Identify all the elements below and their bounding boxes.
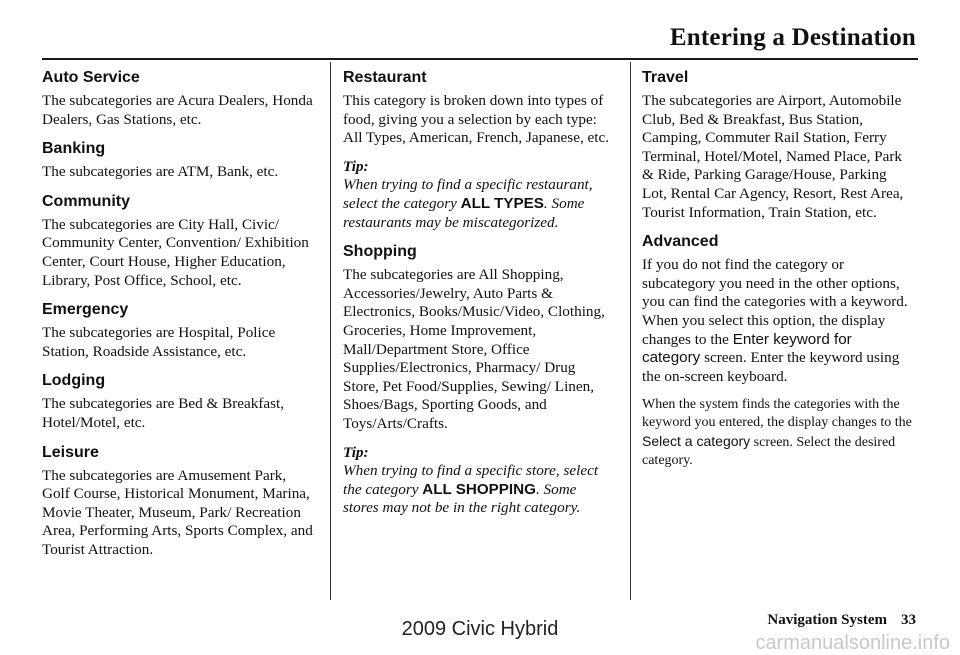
tip-text-before: When trying to find a specific restaurant, select the category — [343, 176, 593, 212]
column-right — [642, 68, 914, 480]
section-text: The subcategories are All Shopping, Accessories/Jewelry, Auto Parts & Electronics, Books/Music/Video, Clothing, Groceries, Home Improvement, Mall/Department Store, Office Supplies/Electronics, Pharmacy/ Drug Store, Pet Food/Supplies, Sewing/ Linen, Shoes/Bags, Sporting Goods, and Toys/Arts/Crafts. — [343, 266, 605, 432]
text-after: screen. Select the desired category. — [642, 435, 896, 469]
section-heading: Travel — [642, 69, 689, 86]
section-auto-service — [42, 68, 314, 129]
section-text: The subcategories are Amusement Park, Golf Course, Historical Monument, Marina, Movie Theater, Museum, Park/ Recreation Area, Performing Arts, Sports Complex, and Tourist Attraction. — [42, 466, 313, 558]
text-before: If you do not find the category or subcategory you need in the other options, you can find the categories with a keyword. When you select this option, the display changes to the — [642, 256, 908, 348]
section-heading: Advanced — [642, 233, 719, 251]
section-text: The subcategories are Acura Dealers, Honda Dealers, Gas Stations, etc. — [42, 92, 313, 128]
section-community — [42, 192, 314, 290]
page-title: Entering a Destination — [669, 24, 916, 51]
column-divider — [330, 62, 331, 600]
tip-label: Tip: — [343, 443, 369, 461]
section-lodging — [42, 371, 314, 432]
page-number: 33 — [901, 612, 916, 628]
section-travel — [642, 68, 914, 222]
ui-term-enter-keyword: Enter keyword for category — [642, 330, 852, 367]
section-heading: Emergency — [42, 301, 129, 319]
ui-term-all-types: ALL TYPES — [460, 194, 544, 212]
section-advanced — [642, 232, 914, 470]
section-heading: Lodging — [42, 372, 106, 390]
section-heading: Banking — [42, 140, 106, 158]
section-text: The subcategories are Hospital, Police Station, Roadside Assistance, etc. — [42, 324, 276, 360]
section-heading: Community — [42, 192, 130, 210]
section-shopping — [343, 242, 615, 518]
section-heading: Shopping — [343, 243, 417, 261]
footer-label: Navigation System — [767, 612, 887, 628]
tip-text — [343, 462, 615, 518]
tip-text-before: When trying to find a specific store, select the category — [343, 462, 599, 498]
section-heading: Auto Service — [42, 69, 140, 86]
section-text — [642, 256, 914, 386]
section-banking — [42, 139, 314, 182]
column-divider — [630, 62, 631, 600]
tip-text-after: . Some stores may not be in the right category. — [343, 480, 581, 517]
tip-label: Tip: — [343, 157, 369, 175]
section-heading: Restaurant — [343, 69, 427, 86]
section-heading: Leisure — [42, 443, 99, 461]
column-left — [42, 68, 314, 570]
ui-term-all-shopping: ALL SHOPPING — [422, 480, 536, 498]
site-logo: carmanualsonline.info — [755, 632, 950, 654]
watermark: 2009 Civic Hybrid — [401, 618, 559, 640]
tip-text — [343, 176, 615, 232]
section-text: The subcategories are ATM, Bank, etc. — [42, 163, 279, 181]
text-before: When the system finds the categories with the keyword you entered, the display changes to the — [642, 397, 912, 431]
section-text: This category is broken down into types of food, giving you a selection by each type: All Types, American, French, Japanese, etc. — [343, 92, 610, 147]
header-rule — [42, 58, 918, 60]
column-middle — [343, 68, 615, 528]
section-text — [642, 396, 914, 470]
text-after: screen. Enter the keyword using the on-screen keyboard. — [642, 349, 900, 385]
section-leisure — [42, 443, 314, 560]
tip-text-after: . Some restaurants may be miscategorized. — [343, 194, 585, 231]
ui-term-select-category: Select a category — [642, 433, 751, 450]
section-restaurant — [343, 68, 615, 232]
section-text: The subcategories are Bed & Breakfast, Hotel/Motel, etc. — [42, 395, 285, 431]
section-text: The subcategories are City Hall, Civic/ Community Center, Convention/ Exhibition Center, Court House, Higher Education, Library, Post Office, School, etc. — [42, 215, 309, 289]
section-text: The subcategories are Airport, Automobile Club, Bed & Breakfast, Bus Station, Camping, Commuter Rail Station, Ferry Terminal, Hotel/Motel, Named Place, Park & Ride, Parking Garage/House, Parking Lot, Rental Car Agency, Resort, Rest Area, Tourist Information, Train Station, etc. — [642, 92, 904, 221]
section-emergency — [42, 300, 314, 361]
